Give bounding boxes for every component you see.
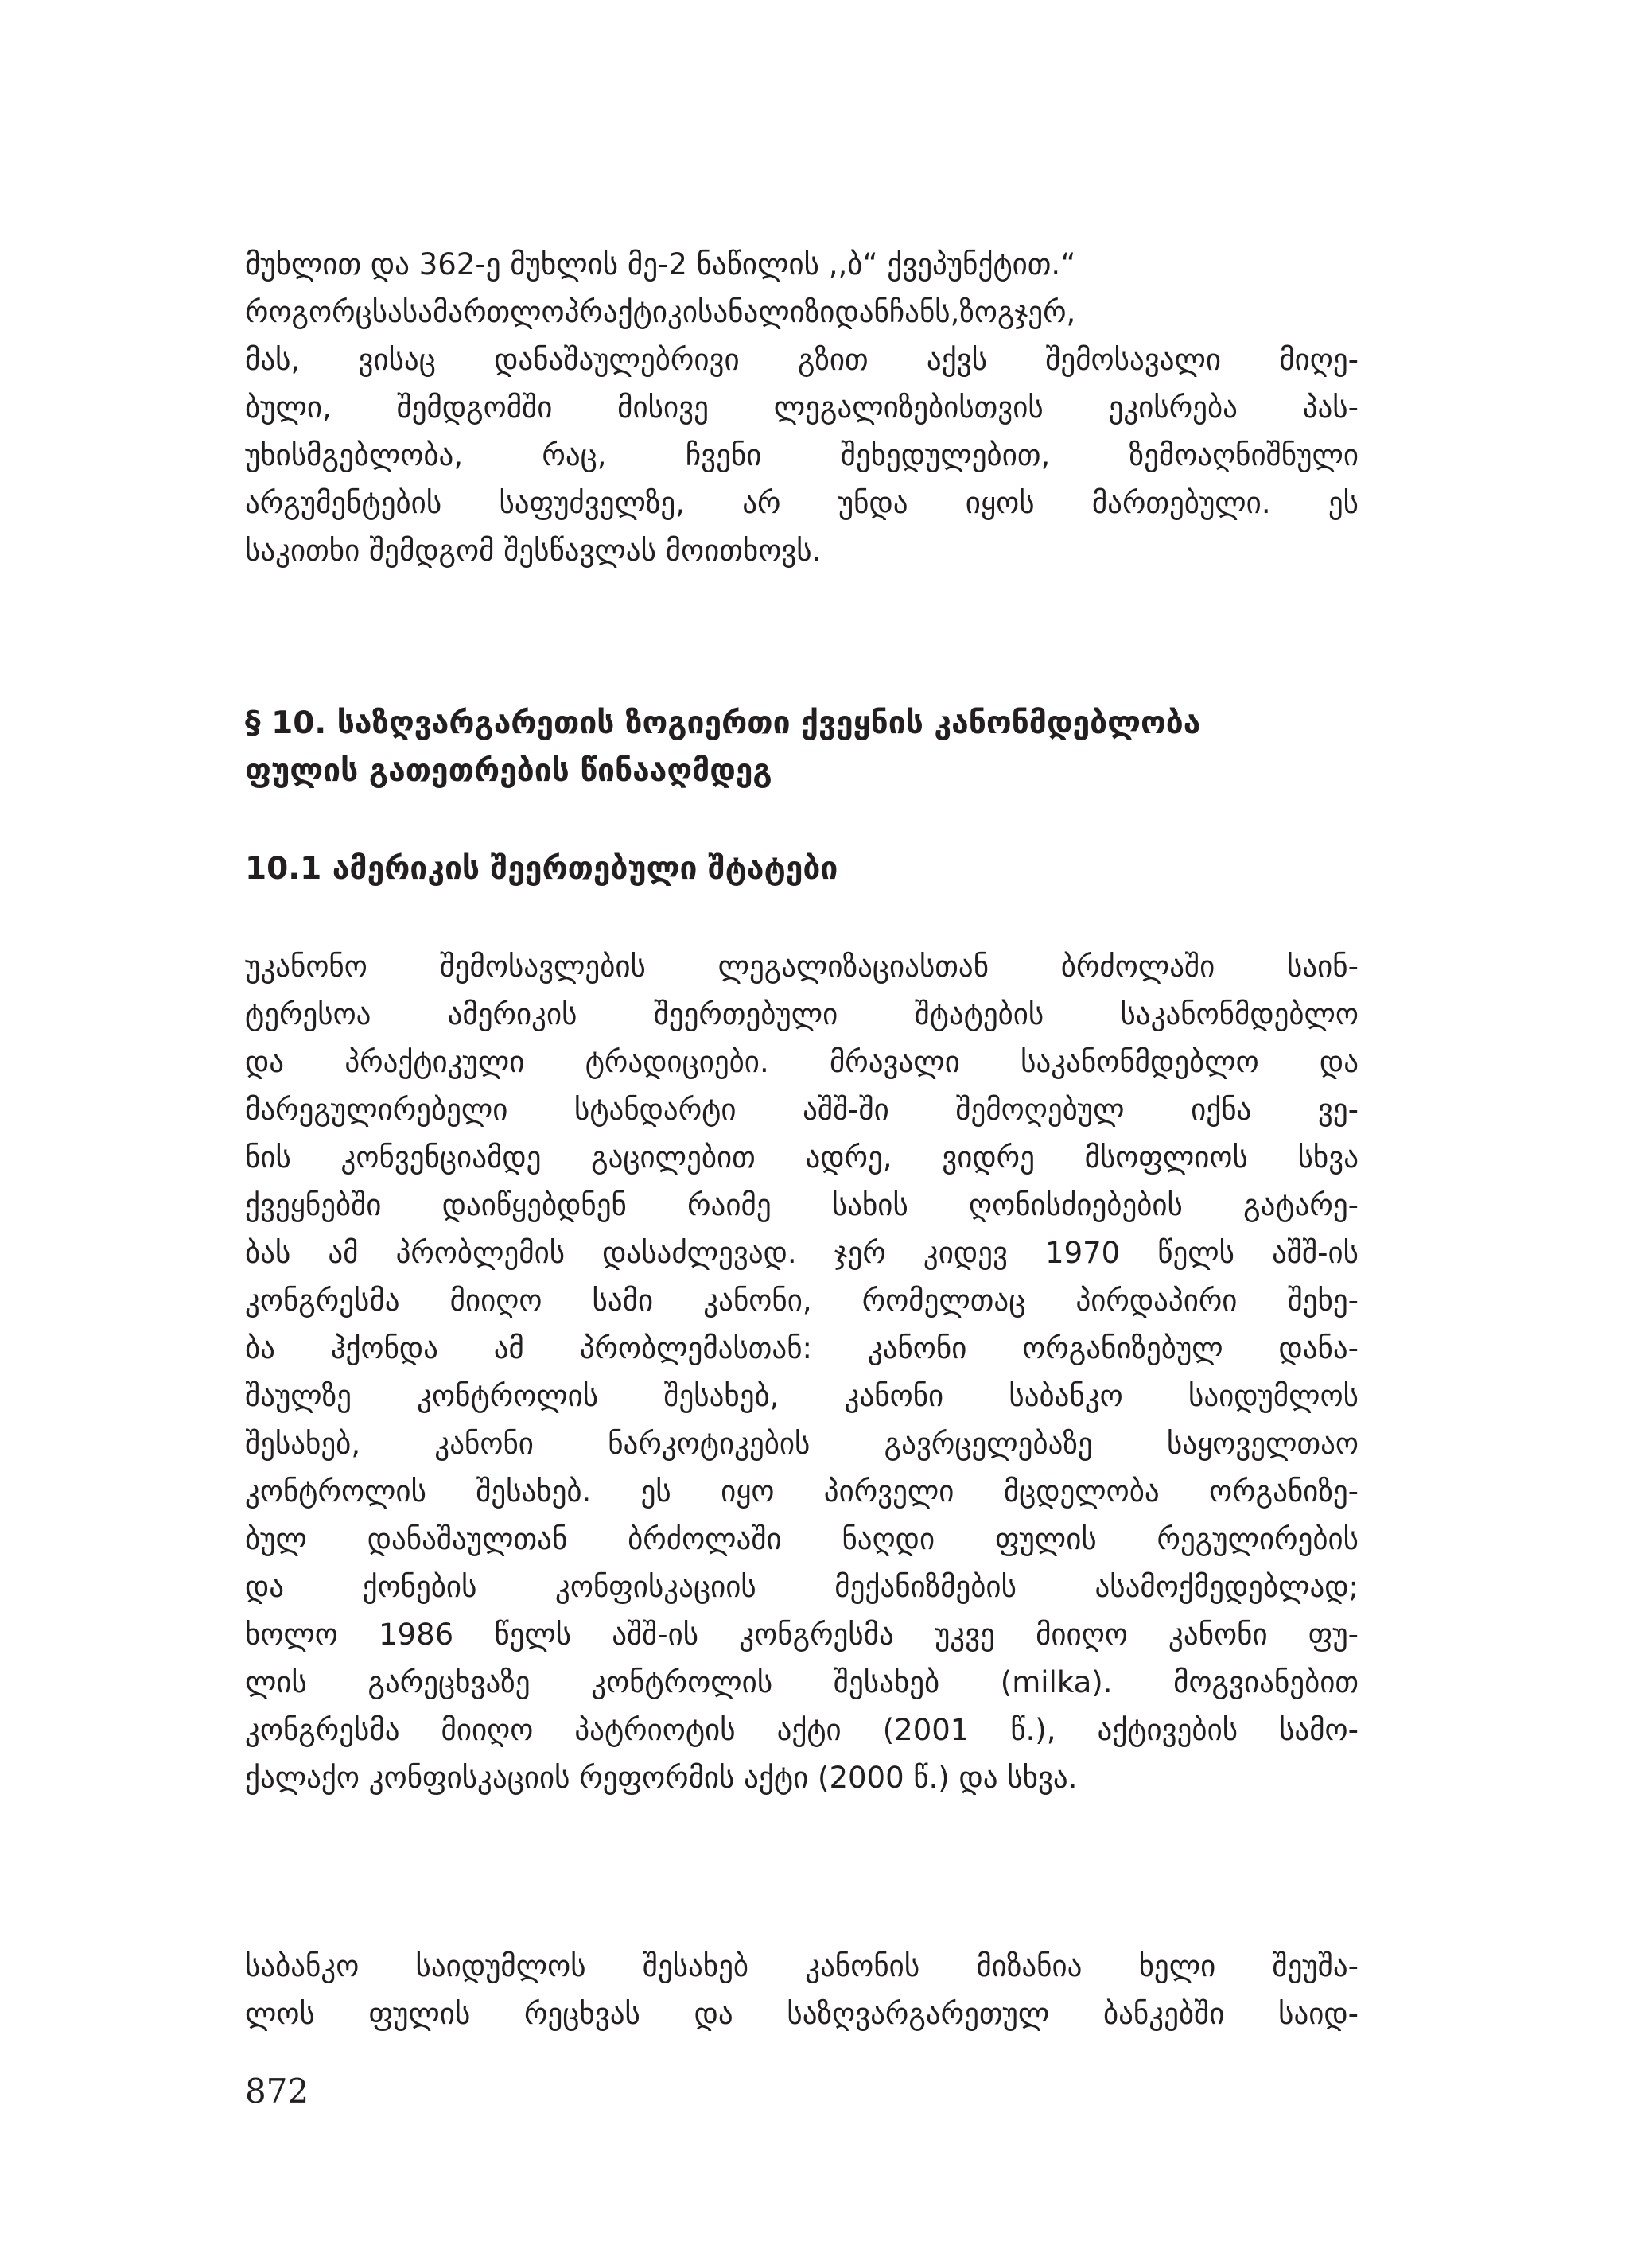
paragraph-2-line: და პრაქტიკული ტრადიციები. მრავალი საკანონმდებლო და [245, 1045, 1359, 1079]
paragraph-2-line: ბა ჰქონდა ამ პრობლემასთან: კანონი ორგანიზებულ დანა- [245, 1331, 1359, 1365]
paragraph-1-line: მას, ვისაც დანაშაულებრივი გზით აქვს შემოსავალი მიღე- [245, 343, 1359, 377]
paragraph-1-line: როგორცსასამართლოპრაქტიკისანალიზიდანჩანს,ზოგჯერ, [245, 295, 1076, 329]
section-heading: ფულის გათეთრების წინააღმდეგ [245, 753, 772, 789]
paragraph-2-line: ნის კონვენციამდე გაცილებით ადრე, ვიდრე მსოფლიოს სხვა [245, 1140, 1359, 1175]
paragraph-1-line: საკითხი შემდგომ შესწავლას მოითხოვს. [245, 534, 822, 568]
paragraph-2-line: ბას ამ პრობლემის დასაძლევად. ჯერ კიდევ 1970 წელს აშშ-ის [245, 1236, 1359, 1270]
paragraph-3-line: საბანკო საიდუმლოს შესახებ კანონის მიზანია ხელი შეუშა- [245, 1949, 1359, 1983]
paragraph-2-line: კონგრესმა მიიღო პატრიოტის აქტი (2001 წ.), აქტივების სამო- [245, 1713, 1359, 1747]
paragraph-2-line: კონტროლის შესახებ. ეს იყო პირველი მცდელობა ორგანიზე- [245, 1474, 1359, 1509]
paragraph-2-line: შესახებ, კანონი ნარკოტიკების გავრცელებაზე საყოველთაო [245, 1427, 1359, 1461]
paragraph-1-line: მუხლით და 362-ე მუხლის მე-2 ნაწილის ,,ბ“ ქვეპუნქტით.“ [245, 247, 1076, 282]
page-number: 872 [245, 2072, 309, 2111]
subsection-heading: 10.1 ამერიკის შეერთებული შტატები [245, 851, 838, 887]
section-heading: § 10. საზღვარგარეთის ზოგიერთი ქვეყნის კანონმდებლობა [245, 705, 1201, 741]
paragraph-2-line: ბულ დანაშაულთან ბრძოლაში ნაღდი ფულის რეგულირების [245, 1522, 1359, 1556]
paragraph-2-line: უკანონო შემოსავლების ლეგალიზაციასთან ბრძოლაში საინ- [245, 950, 1359, 984]
paragraph-2-line: მარეგულირებელი სტანდარტი აშშ-ში შემოღებულ იქნა ვე- [245, 1093, 1359, 1127]
paragraph-1-line: არგუმენტების საფუძველზე, არ უნდა იყოს მართებული. ეს [245, 486, 1359, 520]
paragraph-2-line: ქვეყნებში დაიწყებდნენ რაიმე სახის ღონისძიებების გატარე- [245, 1188, 1359, 1222]
paragraph-2-line: შაულზე კონტროლის შესახებ, კანონი საბანკო საიდუმლოს [245, 1379, 1359, 1413]
paragraph-2-line: ლის გარეცხვაზე კონტროლის შესახებ (milka). მოგვიანებით [245, 1665, 1359, 1699]
paragraph-1-line: უხისმგებლობა, რაც, ჩვენი შეხედულებით, ზემოაღნიშნული [245, 438, 1359, 472]
paragraph-1-line: ბული, შემდგომში მისივე ლეგალიზებისთვის ეკისრება პას- [245, 390, 1359, 425]
paragraph-2-line: ტერესოა ამერიკის შეერთებული შტატების საკანონმდებლო [245, 997, 1359, 1031]
paragraph-2-line: კონგრესმა მიიღო სამი კანონი, რომელთაც პირდაპირი შეხე- [245, 1284, 1359, 1318]
paragraph-2-line: ქალაქო კონფისკაციის რეფორმის აქტი (2000 წ.) და სხვა. [245, 1761, 1078, 1795]
paragraph-2-line: ხოლო 1986 წელს აშშ-ის კონგრესმა უკვე მიიღო კანონი ფუ- [245, 1618, 1359, 1652]
paragraph-2-line: და ქონების კონფისკაციის მექანიზმების ასამოქმედებლად; [245, 1570, 1359, 1604]
paragraph-3-line: ლოს ფულის რეცხვას და საზღვარგარეთულ ბანკებში საიდ- [245, 1997, 1359, 2031]
